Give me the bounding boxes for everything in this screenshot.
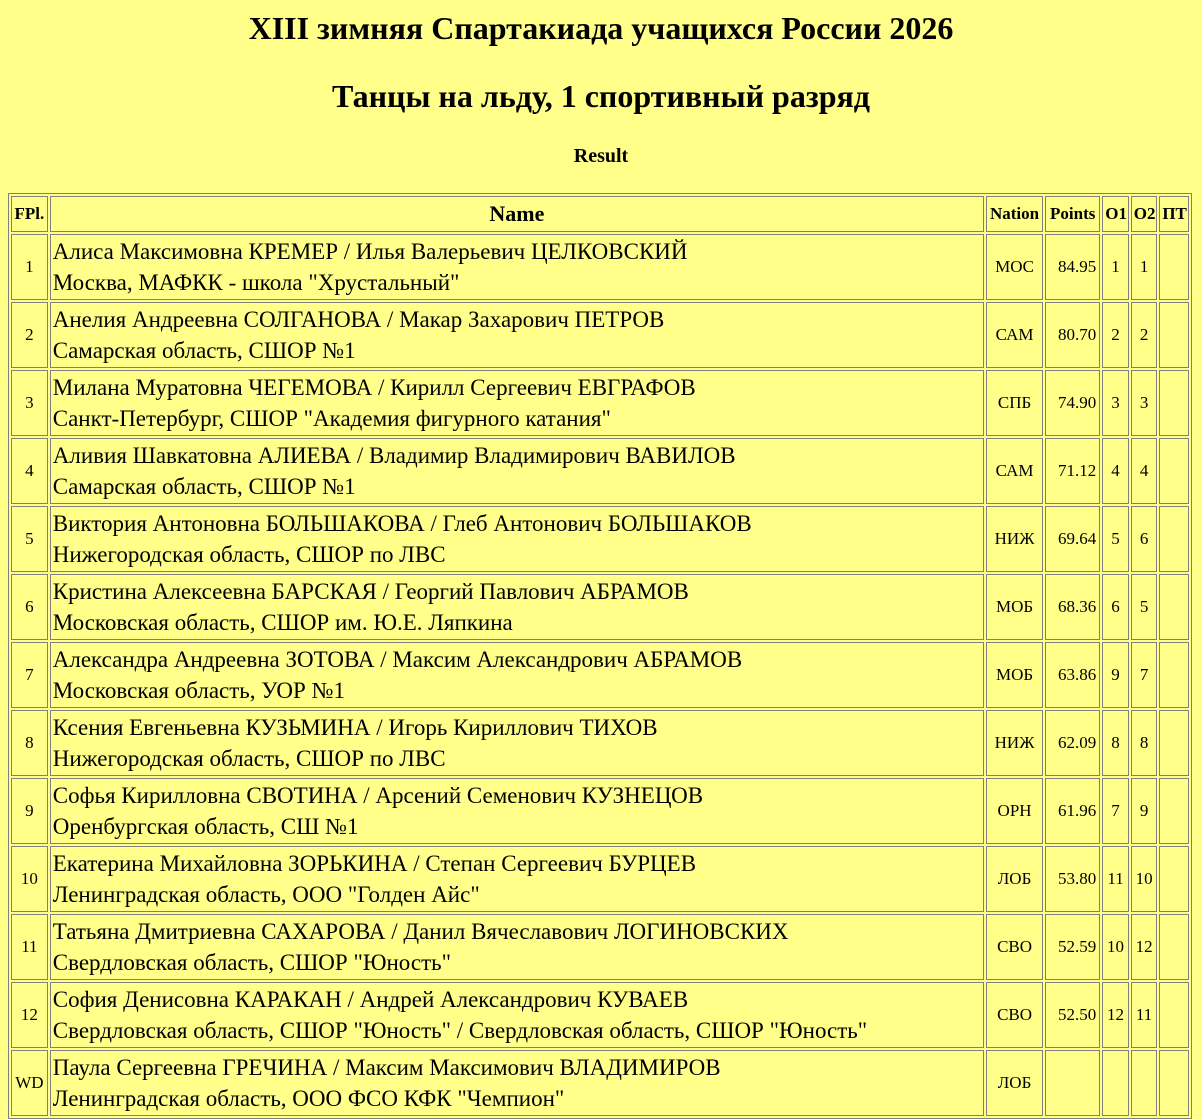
cell-fpl: 8	[11, 710, 48, 776]
club: Московская область, УОР №1	[52, 678, 346, 703]
cell-pt	[1159, 302, 1189, 368]
table-row	[11, 778, 1189, 844]
cell-o2: 5	[1131, 574, 1158, 640]
cell-name	[50, 234, 984, 300]
pair-names: Александра Андреевна ЗОТОВА / Максим Александрович АБРАМОВ	[52, 647, 743, 672]
club: Свердловская область, СШОР "Юность"	[52, 950, 452, 975]
cell-o1: 5	[1102, 506, 1129, 572]
cell-nation: ОРН	[986, 778, 1043, 844]
cell-fpl: WD	[11, 1050, 48, 1116]
cell-name	[50, 1050, 984, 1116]
cell-nation: СПБ	[986, 370, 1043, 436]
cell-name	[50, 642, 984, 708]
results-table	[8, 193, 1192, 1119]
club: Московская область, СШОР им. Ю.Е. Ляпкина	[52, 610, 513, 635]
cell-points: 68.36	[1045, 574, 1100, 640]
col-header-points: Points	[1045, 196, 1100, 232]
section-title: Result	[573, 145, 629, 167]
table-row	[11, 1050, 1189, 1116]
table-header-row	[11, 196, 1189, 232]
pair-names: Аливия Шавкатовна АЛИЕВА / Владимир Владимирович ВАВИЛОВ	[52, 443, 736, 468]
cell-o1: 10	[1102, 914, 1129, 980]
col-header-pt: ПТ	[1159, 196, 1189, 232]
cell-points: 80.70	[1045, 302, 1100, 368]
table-row	[11, 438, 1189, 504]
cell-pt	[1159, 778, 1189, 844]
cell-points: 74.90	[1045, 370, 1100, 436]
pair-names: Ксения Евгеньевна КУЗЬМИНА / Игорь Кириллович ТИХОВ	[52, 715, 658, 740]
cell-o2	[1131, 1050, 1158, 1116]
cell-fpl: 1	[11, 234, 48, 300]
pair-names: Милана Муратовна ЧЕГЕМОВА / Кирилл Сергеевич ЕВГРАФОВ	[52, 375, 696, 400]
cell-nation: СВО	[986, 914, 1043, 980]
cell-name	[50, 506, 984, 572]
col-header-o1: O1	[1102, 196, 1129, 232]
cell-points: 71.12	[1045, 438, 1100, 504]
pair-names: Алиса Максимовна КРЕМЕР / Илья Валерьевич ЦЕЛКОВСКИЙ	[52, 239, 688, 264]
club: Нижегородская область, СШОР по ЛВС	[52, 746, 446, 771]
cell-name	[50, 982, 984, 1048]
cell-pt	[1159, 1050, 1189, 1116]
cell-o2: 3	[1131, 370, 1158, 436]
cell-o1: 9	[1102, 642, 1129, 708]
cell-o2: 12	[1131, 914, 1158, 980]
cell-name	[50, 438, 984, 504]
cell-name	[50, 778, 984, 844]
club: Самарская область, СШОР №1	[52, 474, 356, 499]
cell-nation: НИЖ	[986, 506, 1043, 572]
cell-nation: ЛОБ	[986, 846, 1043, 912]
cell-pt	[1159, 234, 1189, 300]
cell-nation: НИЖ	[986, 710, 1043, 776]
pair-names: Виктория Антоновна БОЛЬШАКОВА / Глеб Антонович БОЛЬШАКОВ	[52, 511, 752, 536]
col-header-fpl: FPl.	[11, 196, 48, 232]
cell-points: 69.64	[1045, 506, 1100, 572]
pair-names: Софья Кирилловна СВОТИНА / Арсений Семенович КУЗНЕЦОВ	[52, 783, 704, 808]
cell-o1: 3	[1102, 370, 1129, 436]
table-row	[11, 914, 1189, 980]
cell-o2: 4	[1131, 438, 1158, 504]
club: Ленинградская область, ООО ФСО КФК "Чемпион"	[52, 1086, 565, 1111]
cell-nation: САМ	[986, 302, 1043, 368]
cell-name	[50, 914, 984, 980]
cell-pt	[1159, 506, 1189, 572]
table-row	[11, 982, 1189, 1048]
table-row	[11, 370, 1189, 436]
cell-o2: 11	[1131, 982, 1158, 1048]
cell-nation: МОБ	[986, 574, 1043, 640]
club: Самарская область, СШОР №1	[52, 338, 356, 363]
cell-nation: МОБ	[986, 642, 1043, 708]
cell-pt	[1159, 914, 1189, 980]
club: Нижегородская область, СШОР по ЛВС	[52, 542, 446, 567]
cell-o1: 11	[1102, 846, 1129, 912]
cell-o1: 7	[1102, 778, 1129, 844]
table-row	[11, 302, 1189, 368]
cell-name	[50, 302, 984, 368]
page-title: XIII зимняя Спартакиада учащихся России 2026	[248, 10, 954, 46]
cell-name	[50, 846, 984, 912]
cell-fpl: 3	[11, 370, 48, 436]
cell-o1: 8	[1102, 710, 1129, 776]
club: Ленинградская область, ООО "Голден Айс"	[52, 882, 480, 907]
cell-o2: 10	[1131, 846, 1158, 912]
cell-name	[50, 370, 984, 436]
cell-nation: СВО	[986, 982, 1043, 1048]
cell-o1: 4	[1102, 438, 1129, 504]
cell-points: 84.95	[1045, 234, 1100, 300]
cell-o2: 2	[1131, 302, 1158, 368]
cell-fpl: 10	[11, 846, 48, 912]
cell-pt	[1159, 574, 1189, 640]
cell-points: 62.09	[1045, 710, 1100, 776]
cell-points: 61.96	[1045, 778, 1100, 844]
club: Москва, МАФКК - школа "Хрустальный"	[52, 270, 460, 295]
cell-fpl: 6	[11, 574, 48, 640]
col-header-nation: Nation	[986, 196, 1043, 232]
cell-o2: 8	[1131, 710, 1158, 776]
cell-fpl: 11	[11, 914, 48, 980]
cell-pt	[1159, 846, 1189, 912]
cell-fpl: 4	[11, 438, 48, 504]
cell-nation: ЛОБ	[986, 1050, 1043, 1116]
col-header-name: Name	[50, 196, 984, 232]
cell-pt	[1159, 710, 1189, 776]
pair-names: Паула Сергеевна ГРЕЧИНА / Максим Максимович ВЛАДИМИРОВ	[52, 1055, 721, 1080]
cell-points	[1045, 1050, 1100, 1116]
table-row	[11, 642, 1189, 708]
cell-pt	[1159, 642, 1189, 708]
club: Санкт-Петербург, СШОР "Академия фигурного катания"	[52, 406, 611, 431]
pair-names: Татьяна Дмитриевна САХАРОВА / Данил Вячеславович ЛОГИНОВСКИХ	[52, 919, 789, 944]
event-title: Танцы на льду, 1 спортивный разряд	[332, 78, 870, 114]
table-row	[11, 574, 1189, 640]
cell-name	[50, 710, 984, 776]
cell-nation: МОС	[986, 234, 1043, 300]
cell-fpl: 5	[11, 506, 48, 572]
col-header-o2: O2	[1131, 196, 1158, 232]
cell-fpl: 9	[11, 778, 48, 844]
cell-fpl: 12	[11, 982, 48, 1048]
cell-pt	[1159, 438, 1189, 504]
table-row	[11, 710, 1189, 776]
cell-o2: 1	[1131, 234, 1158, 300]
cell-points: 52.59	[1045, 914, 1100, 980]
cell-o1	[1102, 1050, 1129, 1116]
club: Оренбургская область, СШ №1	[52, 814, 359, 839]
cell-fpl: 2	[11, 302, 48, 368]
cell-pt	[1159, 982, 1189, 1048]
cell-o1: 12	[1102, 982, 1129, 1048]
pair-names: София Денисовна КАРАКАН / Андрей Александрович КУВАЕВ	[52, 987, 689, 1012]
pair-names: Кристина Алексеевна БАРСКАЯ / Георгий Павлович АБРАМОВ	[52, 579, 689, 604]
cell-points: 52.50	[1045, 982, 1100, 1048]
cell-nation: САМ	[986, 438, 1043, 504]
table-row	[11, 506, 1189, 572]
cell-o1: 6	[1102, 574, 1129, 640]
cell-o1: 2	[1102, 302, 1129, 368]
table-row	[11, 234, 1189, 300]
cell-fpl: 7	[11, 642, 48, 708]
table-row	[11, 846, 1189, 912]
pair-names: Анелия Андреевна СОЛГАНОВА / Макар Захарович ПЕТРОВ	[52, 307, 665, 332]
cell-pt	[1159, 370, 1189, 436]
pair-names: Екатерина Михайловна ЗОРЬКИНА / Степан Сергеевич БУРЦЕВ	[52, 851, 697, 876]
cell-name	[50, 574, 984, 640]
cell-o2: 6	[1131, 506, 1158, 572]
club: Свердловская область, СШОР "Юность" / Свердловская область, СШОР "Юность"	[52, 1018, 868, 1043]
cell-o1: 1	[1102, 234, 1129, 300]
cell-points: 63.86	[1045, 642, 1100, 708]
cell-o2: 9	[1131, 778, 1158, 844]
cell-o2: 7	[1131, 642, 1158, 708]
cell-points: 53.80	[1045, 846, 1100, 912]
